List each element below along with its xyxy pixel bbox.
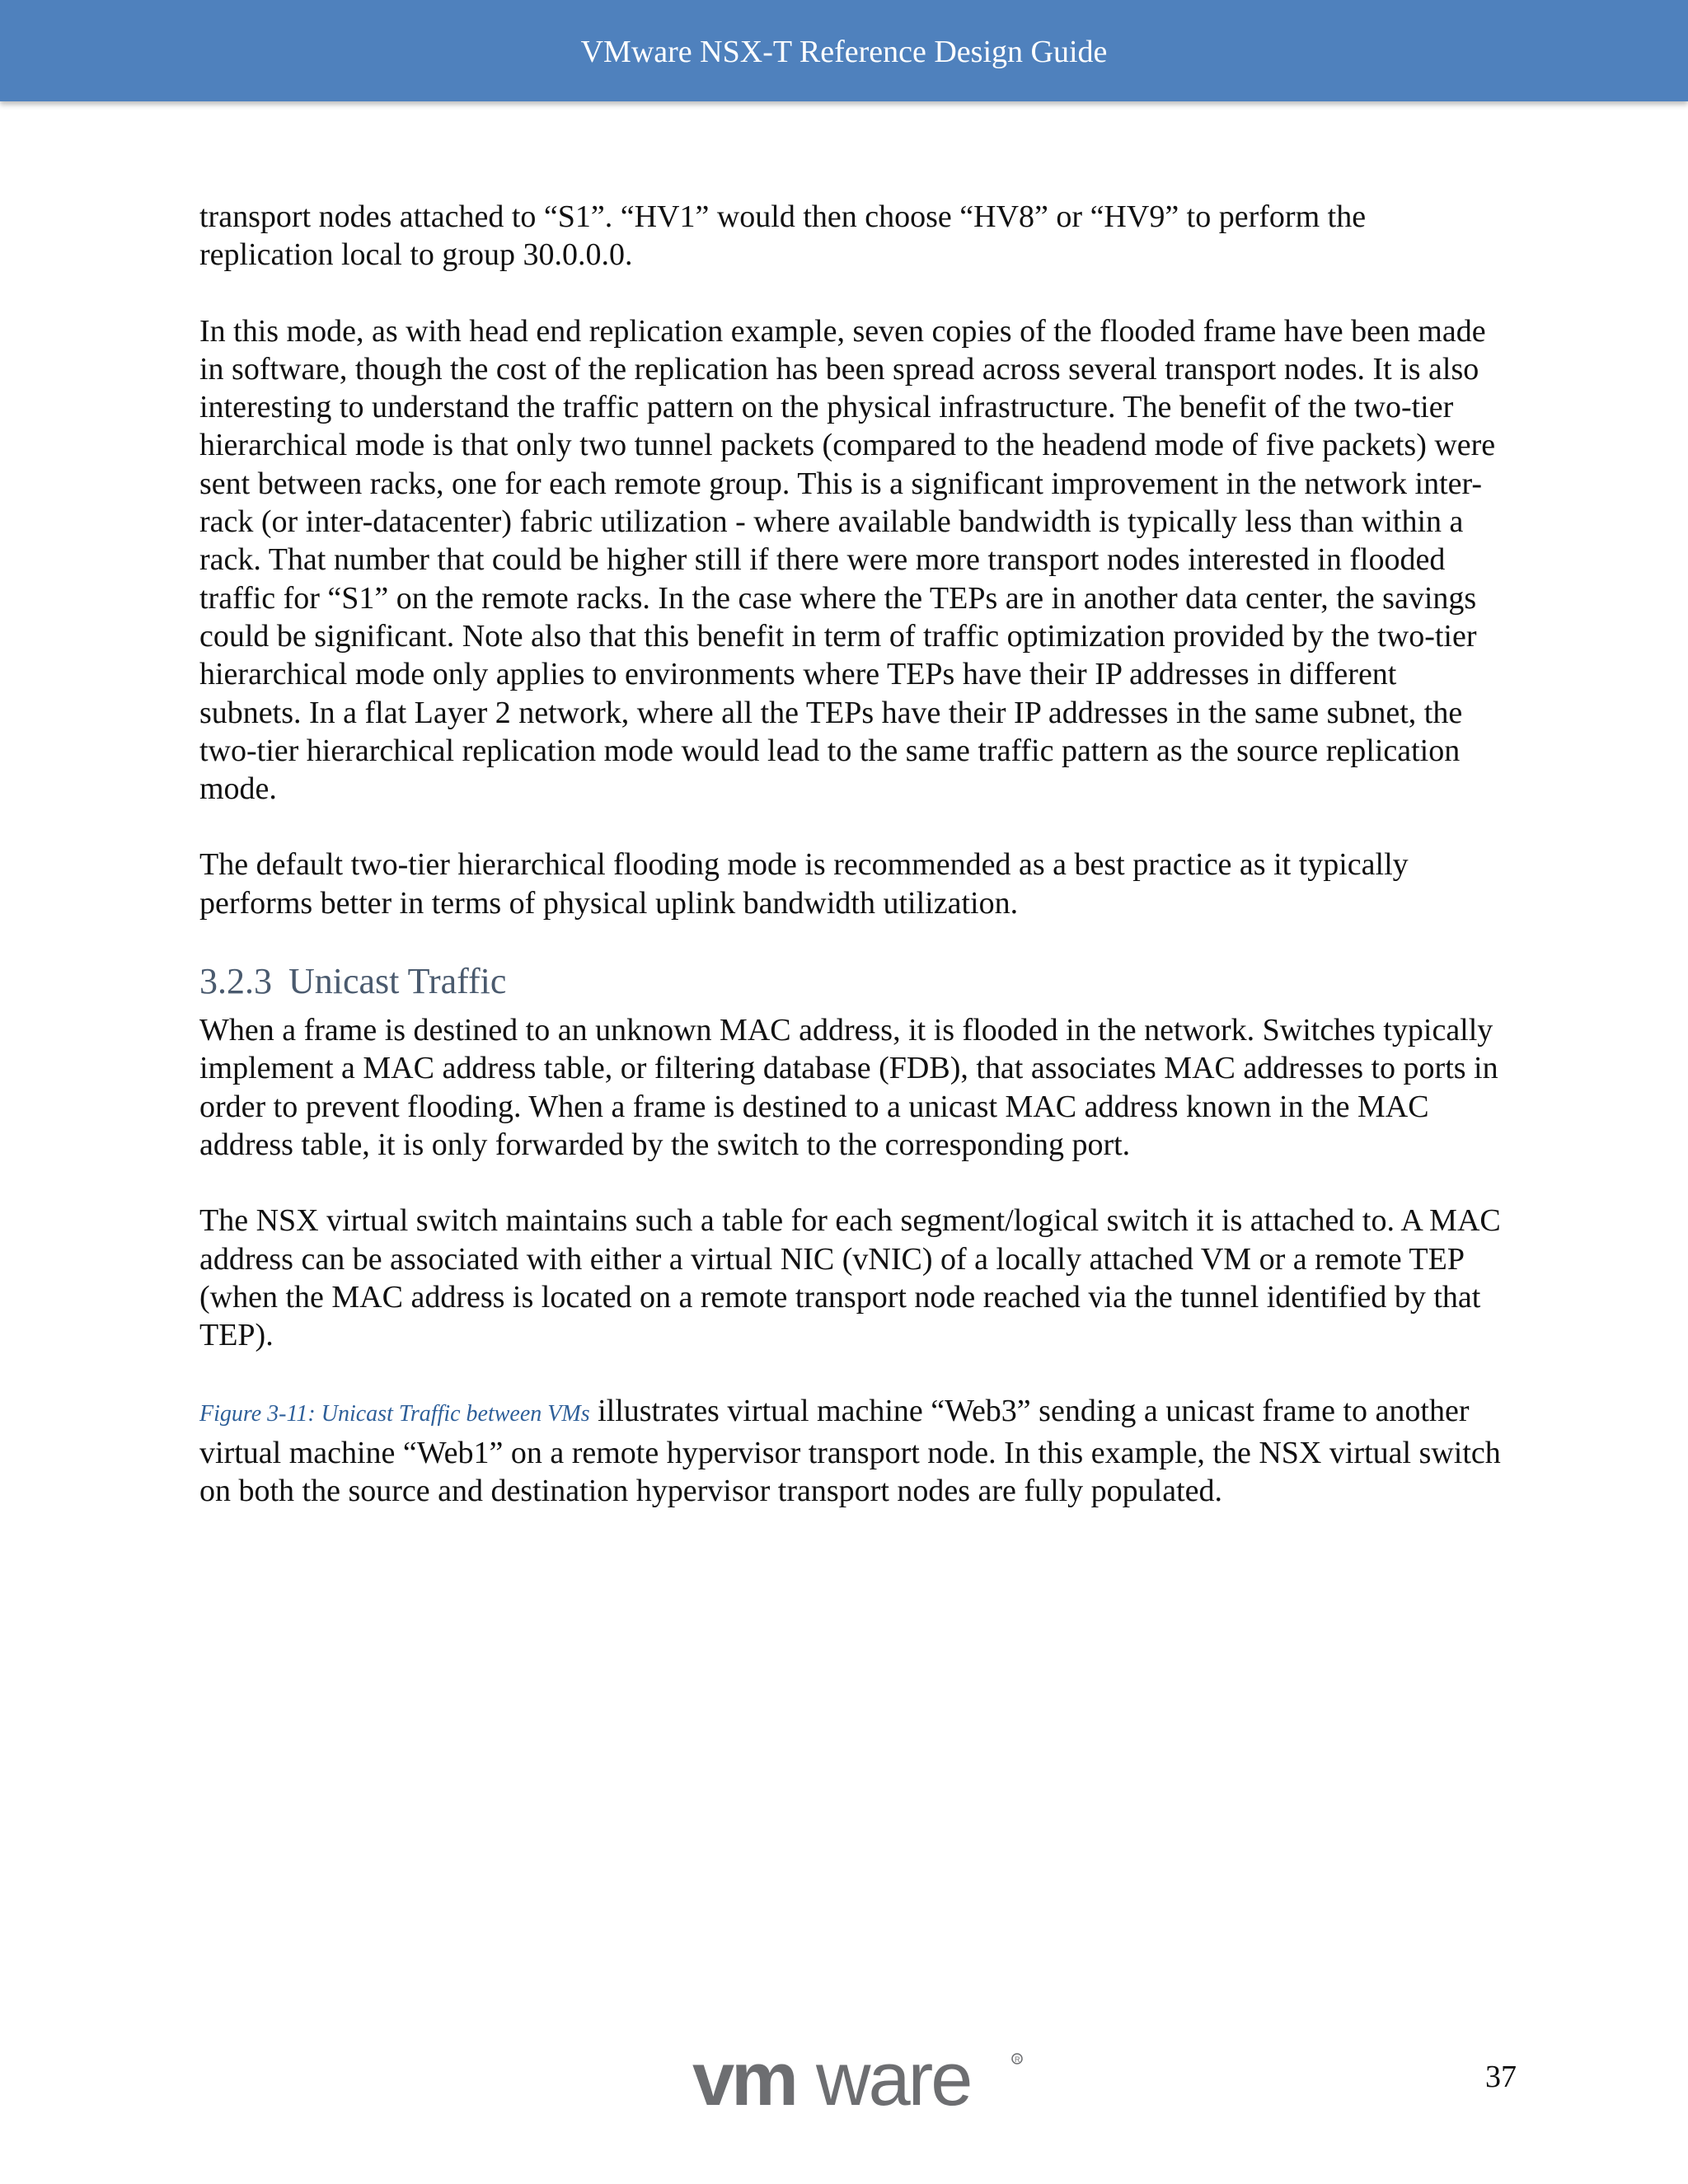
paragraph-nsx-table: The NSX virtual switch maintains such a table for each segment/logical switch it is attached to. A MAC address can be associated with either a virtual NIC (vNIC) of a locally attached VM or a remote TEP (when the MAC address is located on a remote transport node reached via the tunnel identified by that TEP). xyxy=(199,1203,1501,1353)
page-body xyxy=(199,198,1502,1548)
section-heading xyxy=(199,960,1502,1003)
paragraph-two-tier-benefit: In this mode, as with head end replication example, seven copies of the flooded frame have been made in software, though the cost of the replication has been spread across several transport nodes. It is also interesting to understand the traffic pattern on the physical infrastructure. The benefit of the two-tier hierarchical mode is that only two tunnel packets (compared to the headend mode of five packets) were sent between racks, one for each remote group. This is a significant improvement in the network inter-rack (or inter-datacenter) fabric utilization - where available bandwidth is typically less than within a rack. That number that could be higher still if there were more transport nodes interested in flooded traffic for “S1” on the remote racks. In the case where the TEPs are in another data center, the savings could be significant. Note also that this benefit in term of traffic optimization provided by the two-tier hierarchical mode only applies to environments where TEPs have their IP addresses in different subnets. In a flat Layer 2 network, where all the TEPs have their IP addresses in the same subnet, the two-tier hierarchical replication mode would lead to the same traffic pattern as the source replication mode. xyxy=(199,313,1496,807)
vmware-logo-ware: ware xyxy=(816,2042,971,2116)
page-number: 37 xyxy=(1485,2060,1517,2094)
document-title: VMware NSX-T Reference Design Guide xyxy=(580,35,1108,69)
paragraph-replication-local: transport nodes attached to “S1”. “HV1” would then choose “HV8” or “HV9” to perform the replication local to group 30.0.0.0. xyxy=(199,199,1367,273)
section-number: 3.2.3 xyxy=(199,961,272,1002)
figure-description-text: illustrates virtual machine “Web3” sending a unicast frame to another virtual machine “Web1” on a remote hypervisor transport node. In this example, the NSX virtual switch on both the source and destination hypervisor transport nodes are fully populated. xyxy=(199,1394,1501,1509)
figure-reference-link[interactable]: Figure 3-11: Unicast Traffic between VMs xyxy=(199,1401,590,1427)
paragraph-default-mode: The default two-tier hierarchical flooding mode is recommended as a best practice as it typically performs better in terms of physical uplink bandwidth utilization. xyxy=(199,847,1409,921)
paragraph-unknown-mac: When a frame is destined to an unknown MAC address, it is flooded in the network. Switches typically implement a MAC address table, or filtering database (FDB), that associates MAC addresses to ports in order to prevent flooding. When a frame is destined to a unicast MAC address known in the MAC address table, it is only forwarded by the switch to the corresponding port. xyxy=(199,1013,1498,1162)
vmware-logo xyxy=(692,2042,1030,2116)
vmware-logo-vm: vm xyxy=(692,2042,795,2116)
registered-mark-letter: R xyxy=(1015,2055,1020,2064)
paragraph-figure-description xyxy=(199,1392,1502,1510)
section-title: Unicast Traffic xyxy=(288,961,507,1002)
